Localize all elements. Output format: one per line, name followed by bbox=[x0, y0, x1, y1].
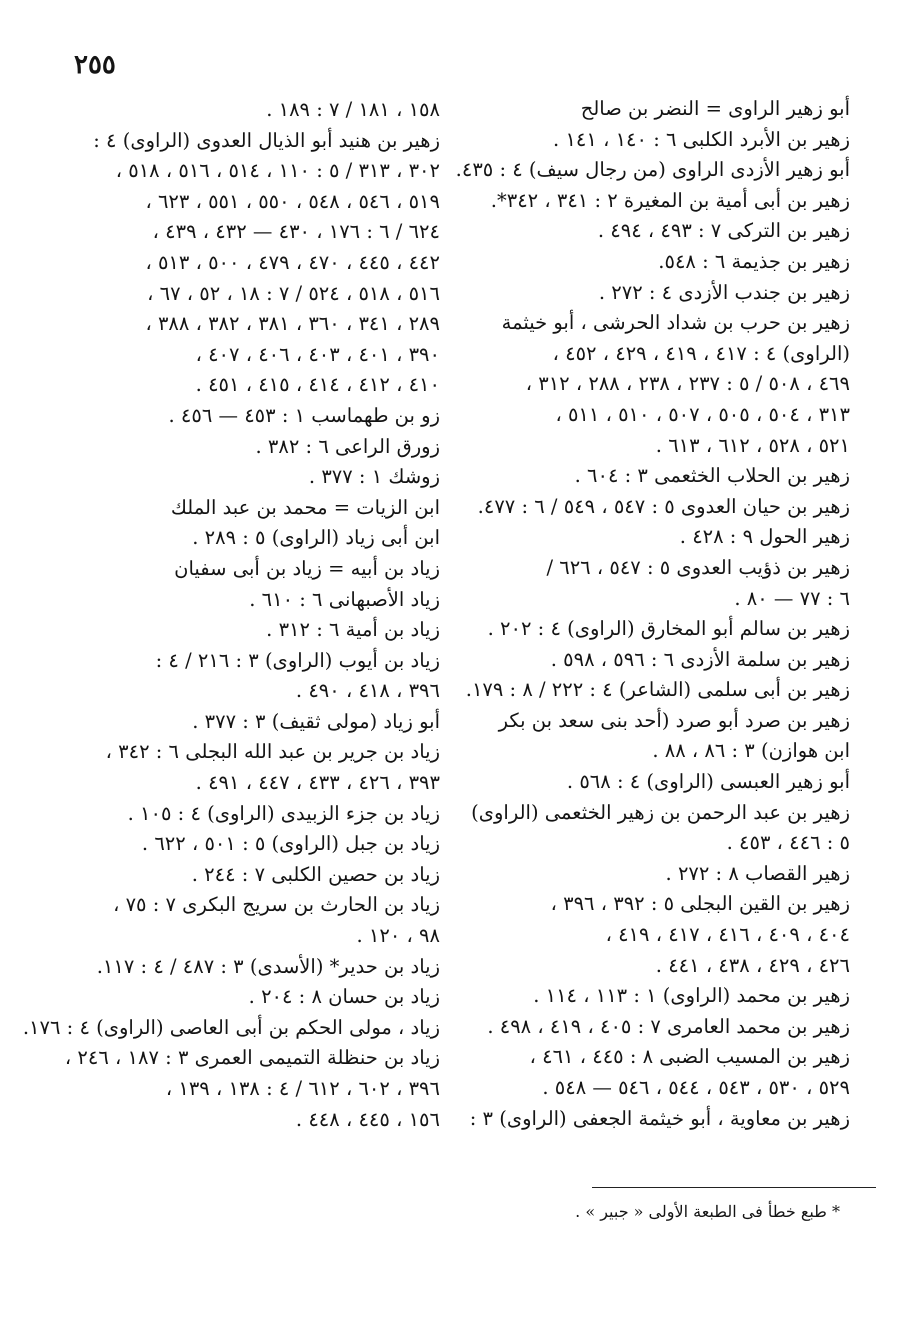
index-entry-line: زياد بن الحارث بن سريج البكرى ٧ : ٧٥ ، bbox=[113, 893, 440, 917]
index-entry-line: زياد ، مولى الحكم بن أبى العاصى (الراوى) ٤ : ١٧٦. bbox=[22, 1015, 440, 1039]
index-entry-line: زياد بن حصين الكلبى ٧ : ٢٤٤ . bbox=[191, 862, 440, 886]
index-entry-line: ابن الزيات = محمد بن عبد الملك bbox=[170, 495, 440, 519]
index-entry-line: زياد بن جزء الزبيدى (الراوى) ٤ : ١٠٥ . bbox=[127, 801, 440, 825]
index-entry-line: زياد بن حنظلة التميمى العمرى ٣ : ١٨٧ ، ٢٤٦ ، bbox=[64, 1046, 440, 1070]
index-entry-line: ٥١٩ ، ٥٤٦ ، ٥٤٨ ، ٥٥٠ ، ٥٥١ ، ٦٢٣ ، bbox=[145, 189, 440, 213]
index-entry-line: ٢٨٩ ، ٣٤١ ، ٣٦٠ ، ٣٨١ ، ٣٨٢ ، ٣٨٨ ، bbox=[145, 312, 440, 336]
index-column-left bbox=[22, 95, 440, 1135]
index-entry-line: ابن هوازن) ٣ : ٨٦ ، ٨٨ . bbox=[652, 739, 850, 763]
index-entry-line: ابن أبى زياد (الراوى) ٥ : ٢٨٩ . bbox=[192, 526, 440, 550]
index-entry-line: زهير بن حرب بن شداد الحرشى ، أبو خيثمة bbox=[501, 311, 850, 335]
footnote: * طبع خطأ فى الطبعة الأولى « جبير » . bbox=[575, 1202, 840, 1221]
index-entry-line: ٦٢٤ / ٦ : ١٧٦ ، ٤٣٠ — ٤٣٢ ، ٤٣٩ ، bbox=[152, 220, 440, 244]
index-entry-line: زورق الراعى ٦ : ٣٨٢ . bbox=[255, 434, 440, 458]
index-entry-line: زهير بن ذؤيب العدوى ٥ : ٥٤٧ ، ٦٢٦ / bbox=[546, 555, 850, 579]
index-entry-line: زهير بن حيان العدوى ٥ : ٥٤٧ ، ٥٤٩ / ٦ : ٤٧٧. bbox=[477, 494, 850, 518]
index-entry-line: زهير بن أبى سلمى (الشاعر) ٤ : ٢٢٢ / ٨ : ١٧٩. bbox=[465, 678, 850, 702]
index-entry-line: ١٥٦ ، ٤٤٥ ، ٤٤٨ . bbox=[295, 1107, 440, 1131]
index-entry-line: ٣١٣ ، ٥٠٤ ، ٥٠٥ ، ٥٠٧ ، ٥١٠ ، ٥١١ ، bbox=[555, 402, 850, 426]
index-entry-line: زهير بن محمد العامرى ٧ : ٤٠٥ ، ٤١٩ ، ٤٩٨ . bbox=[487, 1014, 850, 1038]
index-entry-line: زياد بن جرير بن عبد الله البجلى ٦ : ٣٤٢ ، bbox=[105, 740, 440, 764]
index-entry-line: زياد بن حسان ٨ : ٢٠٤ . bbox=[248, 985, 440, 1009]
index-entry-line: زياد بن جبل (الراوى) ٥ : ٥٠١ ، ٦٢٢ . bbox=[141, 832, 440, 856]
index-entry-line: ٣٩٣ ، ٤٢٦ ، ٤٣٣ ، ٤٤٧ ، ٤٩١ . bbox=[195, 771, 440, 795]
index-entry-line: زهير بن عبد الرحمن بن زهير الخثعمى (الراوى) bbox=[471, 800, 850, 824]
index-entry-line: زهير بن جندب الأزدى ٤ : ٢٧٢ . bbox=[598, 280, 850, 304]
index-entry-line: أبو زهير الراوى = النضر بن صالح bbox=[580, 97, 850, 120]
index-entry-line: ٥١٦ ، ٥١٨ ، ٥٢٤ / ٧ : ١٨ ، ٥٢ ، ٦٧ ، bbox=[147, 281, 440, 305]
index-entry-line: زهير بن التركى ٧ : ٤٩٣ ، ٤٩٤ . bbox=[597, 219, 850, 243]
index-entry-line: زهير بن معاوية ، أبو خيثمة الجعفى (الراوى) ٣ : bbox=[469, 1106, 850, 1130]
index-entry-line: ٥٢١ ، ٥٢٨ ، ٦١٢ ، ٦١٣ . bbox=[655, 433, 850, 457]
index-entry-line: (الراوى) ٤ : ٤١٧ ، ٤١٩ ، ٤٢٩ ، ٤٥٢ ، bbox=[552, 341, 850, 365]
index-entry-line: زياد بن أيوب (الراوى) ٣ : ٢١٦ / ٤ : bbox=[155, 648, 440, 672]
index-entry-line: ٣٩٦ ، ٤١٨ ، ٤٩٠ . bbox=[295, 679, 440, 703]
index-entry-line: ٣٠٢ ، ٣١٣ / ٥ : ١١٠ ، ٥١٤ ، ٥١٦ ، ٥١٨ ، bbox=[115, 159, 440, 183]
index-entry-line: ٥٢٩ ، ٥٣٠ ، ٥٤٣ ، ٥٤٤ ، ٥٤٦ — ٥٤٨ . bbox=[542, 1076, 850, 1099]
index-entry-line: زهير بن الحلاب الخثعمى ٣ : ٦٠٤ . bbox=[574, 464, 850, 488]
index-entry-line: زهير بن محمد (الراوى) ١ : ١١٣ ، ١١٤ . bbox=[533, 984, 850, 1008]
index-column-right bbox=[455, 94, 850, 1134]
index-entry-line: زوشك ١ : ٣٧٧ . bbox=[308, 465, 440, 489]
index-entry-line: زهير القصاب ٨ : ٢٧٢ . bbox=[665, 861, 850, 885]
footnote-divider bbox=[592, 1187, 876, 1188]
index-entry-line: ٤٤٢ ، ٤٤٥ ، ٤٧٠ ، ٤٧٩ ، ٥٠٠ ، ٥١٣ ، bbox=[145, 250, 440, 274]
index-entry-line: زهير الحول ٩ : ٤٢٨ . bbox=[679, 525, 850, 549]
index-entry-line: أبو زياد (مولى ثقيف) ٣ : ٣٧٧ . bbox=[192, 709, 440, 733]
index-entry-line: أبو زهير الأزدى الراوى (من رجال سيف) ٤ : ٤٣٥. bbox=[455, 158, 850, 182]
index-entry-line: ٦ : ٧٧ — ٨٠ . bbox=[734, 586, 850, 610]
index-entry-line: زياد الأصبهانى ٦ : ٦١٠ . bbox=[249, 587, 440, 611]
index-entry-line: زهير بن أبى أمية بن المغيرة ٢ : ٣٤١ ، ٣٤٢*. bbox=[490, 188, 850, 212]
index-entry-line: ٤١٠ ، ٤١٢ ، ٤١٤ ، ٤١٥ ، ٤٥١ . bbox=[195, 373, 440, 397]
index-entry-line: ٤٠٤ ، ٤٠٩ ، ٤١٦ ، ٤١٧ ، ٤١٩ ، bbox=[605, 923, 850, 947]
index-entry-line: ١٥٨ ، ١٨١ / ٧ : ١٨٩ . bbox=[266, 98, 440, 121]
index-entry-line: ٩٨ ، ١٢٠ . bbox=[356, 924, 440, 948]
index-entry-line: زهير بن الأبرد الكلبى ٦ : ١٤٠ ، ١٤١ . bbox=[553, 127, 850, 151]
index-entry-line: زهير بن القين البجلى ٥ : ٣٩٢ ، ٣٩٦ ، bbox=[550, 892, 850, 916]
index-entry-line: زهير بن سلمة الأزدى ٦ : ٥٩٦ ، ٥٩٨ . bbox=[550, 647, 850, 671]
index-entry-line: زهير بن المسيب الضبى ٨ : ٤٤٥ ، ٤٦١ ، bbox=[529, 1045, 850, 1069]
page-number: ٢٥٥ bbox=[74, 50, 116, 80]
index-entry-line: زو بن طهماسب ١ : ٤٥٣ — ٤٥٦ . bbox=[168, 403, 440, 427]
index-entry-line: ٣٩٠ ، ٤٠١ ، ٤٠٣ ، ٤٠٦ ، ٤٠٧ ، bbox=[195, 342, 440, 366]
index-entry-line: زهير بن جذيمة ٦ : ٥٤٨. bbox=[658, 249, 850, 273]
index-entry-line: أبو زهير العبسى (الراوى) ٤ : ٥٦٨ . bbox=[566, 770, 850, 794]
index-entry-line: ٣٩٦ ، ٦٠٢ ، ٦١٢ / ٤ : ١٣٨ ، ١٣٩ ، bbox=[165, 1077, 440, 1100]
index-entry-line: ٤٦٩ ، ٥٠٨ / ٥ : ٢٣٧ ، ٢٣٨ ، ٢٨٨ ، ٣١٢ ، bbox=[525, 372, 850, 396]
index-entry-line: زهير بن سالم أبو المخارق (الراوى) ٤ : ٢٠٢ . bbox=[487, 617, 850, 641]
index-entry-line: زياد بن أبيه = زياد بن أبى سفيان bbox=[174, 556, 440, 580]
index-entry-line: زهير بن صرد أبو صرد (أحد بنى سعد بن بكر bbox=[498, 708, 850, 732]
index-entry-line: ٤٢٦ ، ٤٢٩ ، ٤٣٨ ، ٤٤١ . bbox=[655, 953, 850, 977]
index-entry-line: ٥ : ٤٤٦ ، ٤٥٣ . bbox=[726, 831, 850, 855]
index-entry-line: زياد بن أمية ٦ : ٣١٢ . bbox=[266, 618, 440, 642]
index-entry-line: زهير بن هنيد أبو الذيال العدوى (الراوى) ٤ : bbox=[93, 128, 440, 152]
index-entry-line: زياد بن حدير* (الأسدى) ٣ : ٤٨٧ / ٤ : ١١٧. bbox=[96, 954, 440, 978]
